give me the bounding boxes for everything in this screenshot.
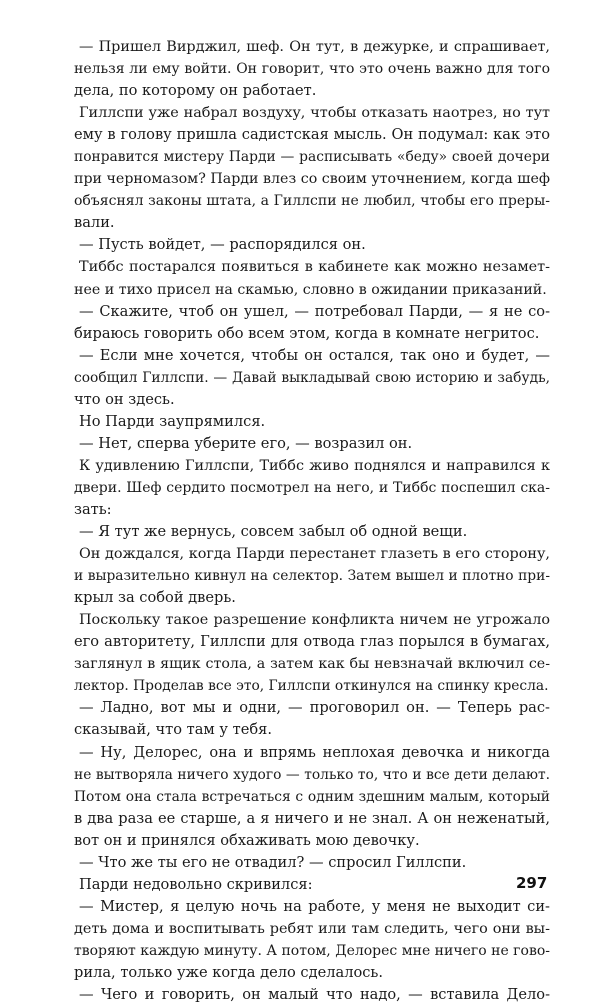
text-line: вот он и принялся обхаживать мою девочку. — [74, 831, 420, 849]
text-line: бираюсь говорить обо всем этом, когда в комнате негритос. — [74, 324, 540, 342]
text-line: нее и тихо присел на скамью, словно в ожидании приказаний. — [74, 281, 547, 298]
text-line: сообщил Гиллспи. — Давай выкладывай свою историю и забудь, — [74, 369, 550, 386]
text-line: Он дождался, когда Парди перестанет глазеть в его сторону, — [79, 546, 550, 563]
text-line: Но Парди заупрямился. — [79, 412, 266, 430]
text-line: лектор. Проделав все это, Гиллспи откинулся на спинку кресла. — [74, 678, 549, 695]
text-line: — Мистер, я целую ночь на работе, у меня не выходит си- — [79, 897, 550, 915]
text-line: понравится мистеру Парди — расписывать «беду» своей дочери — [74, 149, 550, 166]
text-line: Потом она стала встречаться с одним здешним малым, который — [74, 788, 550, 805]
text-line: ему в голову пришла садистская мысль. Он подумал: как это — [74, 126, 550, 144]
text-line: Поскольку такое разрешение конфликта ничем не угрожало — [79, 612, 550, 629]
text-line: Гиллспи уже набрал воздуху, чтобы отказать наотрез, но тут — [79, 105, 550, 122]
text-line: — Что же ты его не отвадил? — спросил Гиллспи. — [79, 853, 467, 871]
body-text — [74, 36, 550, 1006]
text-line: и выразительно кивнул на селектор. Затем вышел и плотно при- — [74, 568, 550, 585]
text-line: Тиббс постарался появиться в кабинете как можно незамет- — [79, 259, 550, 276]
text-line: вали. — [74, 214, 115, 232]
text-line: — Пусть войдет, — распорядился он. — [79, 236, 366, 254]
text-line: — Ладно, вот мы и одни, — проговорил он. — Теперь рас- — [79, 699, 550, 717]
text-line: К удивлению Гиллспи, Тиббс живо поднялся и направился к — [79, 457, 550, 474]
text-line: деть дома и воспитывать ребят или там следить, чего они вы- — [74, 920, 550, 937]
text-line: — Чего и говорить, он малый что надо, — вставила Дело- — [79, 986, 550, 1004]
text-line: не вытворяла ничего худого — только то, что и все дети делают. — [74, 766, 550, 783]
text-line: при черномазом? Парди влез со своим уточнением, когда шеф — [74, 171, 550, 188]
text-line: — Нет, сперва уберите его, — возразил он. — [79, 434, 413, 452]
text-line: — Пришел Вирджил, шеф. Он тут, в дежурке, и спрашивает, — [79, 39, 550, 55]
text-line: Парди недовольно скривился: — [79, 875, 313, 893]
text-line: заглянул в ящик стола, а затем как бы невзначай включил се- — [74, 656, 550, 673]
text-line: рила, только уже когда дело сделалось. — [74, 963, 384, 981]
text-line: что он здесь. — [74, 390, 175, 408]
text-line: двери. Шеф сердито посмотрел на него, и Тиббс поспешил ска- — [74, 479, 550, 496]
text-line: в два раза ее старше, а я ничего и не знал. А он неженатый, — [74, 809, 550, 827]
text-line: нельзя ли ему войти. Он говорит, что это очень важно для того — [74, 61, 550, 78]
text-line: — Я тут же вернусь, совсем забыл об одной вещи. — [79, 523, 468, 541]
text-line: — Скажите, чтоб он ушел, — потребовал Парди, — я не со- — [79, 302, 550, 320]
text-line: зать: — [74, 500, 112, 518]
text-line: его авторитету, Гиллспи для отвода глаз порылся в бумагах, — [74, 633, 550, 651]
page-number: 297 — [516, 874, 548, 892]
text-line: крыл за собой дверь. — [74, 589, 236, 607]
text-line: дела, по которому он работает. — [74, 82, 317, 100]
text-line: — Если мне хочется, чтобы он остался, так оно и будет, — — [79, 346, 550, 364]
text-line: объяснял законы штата, а Гиллспи не любил, чтобы его преры- — [74, 193, 550, 210]
text-line: сказывай, что там у тебя. — [74, 721, 272, 739]
text-line: — Ну, Делорес, она и впрямь неплохая девочка и никогда — [79, 743, 550, 761]
text-line: творяют каждую минуту. А потом, Делорес мне ничего не гово- — [74, 942, 550, 959]
